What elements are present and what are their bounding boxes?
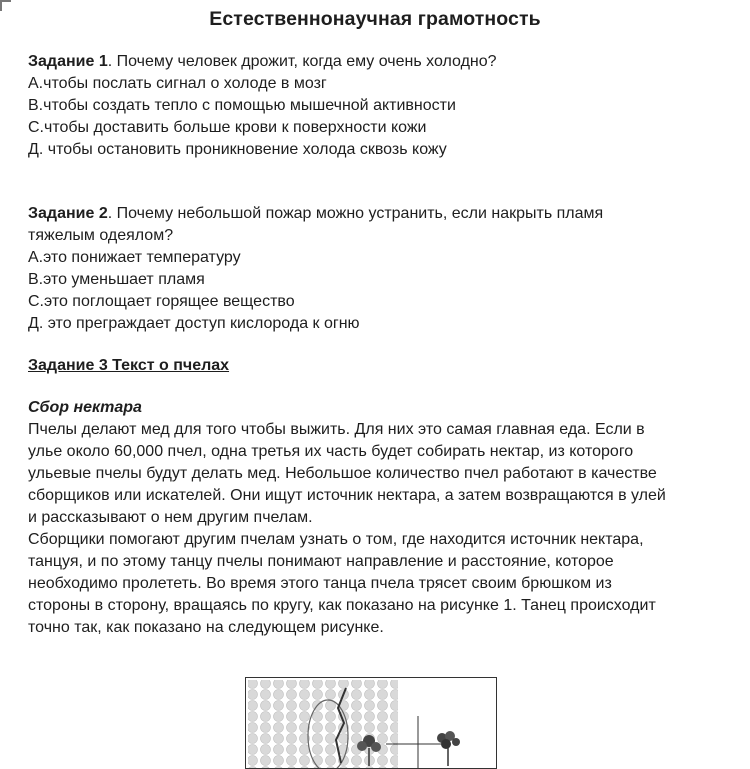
bee-dance-figure — [245, 677, 497, 769]
task2-option-a: А.это понижает температуру — [28, 249, 241, 266]
figure-drawing — [246, 678, 496, 768]
task3-text-line-3: ульевые пчелы будут делать мед. Небольшое количество пчел работают в качестве — [28, 465, 657, 482]
task3-text-line-8: необходимо пролететь. Во время этого танца пчела трясет своим брюшком из — [28, 575, 612, 592]
task3-text-line-7: танцуя, и по этому танцу пчелы понимают направление и расстояние, которое — [28, 553, 614, 570]
task2-question — [28, 203, 603, 225]
task3-subheading: Сбор нектара — [28, 399, 142, 416]
task3-text-line-9: стороны в сторону, вращаясь по кругу, как показано на рисунке 1. Танец происходит — [28, 597, 656, 614]
task1-option-a: А.чтобы послать сигнал о холоде в мозг — [28, 75, 327, 92]
task3-text-line-10: точно так, как показано на следующем рисунке. — [28, 619, 384, 636]
task1-option-c: С.чтобы доставить больше крови к поверхности кожи — [28, 119, 427, 136]
task3-heading: Задание 3 Текст о пчелах — [28, 357, 230, 374]
task3-text-line-5: и рассказывают о нем другим пчелам. — [28, 509, 313, 526]
task1-question-text: . Почему человек дрожит, когда ему очень холодно? — [107, 53, 497, 70]
page-title: Естественнонаучная грамотность — [209, 8, 541, 30]
task1-option-b: В.чтобы создать тепло с помощью мышечной активности — [28, 97, 456, 114]
task2-label: Задание 2 — [28, 205, 108, 222]
task2-option-c: С.это поглощает горящее вещество — [28, 293, 295, 310]
task1-question — [28, 51, 497, 73]
task2-question-text: . Почему небольшой пожар можно устранить, если накрыть пламя — [107, 205, 604, 222]
task2-option-d: Д. это преграждает доступ кислорода к огню — [28, 315, 360, 332]
flower-cluster-icon — [437, 731, 460, 766]
task3-text-line-2: улье около 60,000 пчел, одна третья их часть будет собирать нектар, из которого — [28, 443, 634, 460]
honeycomb-background — [248, 680, 398, 768]
task1-label: Задание 1 — [28, 53, 108, 70]
task1-option-d: Д. чтобы остановить проникновение холода сквозь кожу — [28, 141, 447, 158]
task3-text-line-6: Сборщики помогают другим пчелам узнать о том, где находится источник нектара, — [28, 531, 644, 548]
task2-option-b: В.это уменьшает пламя — [28, 271, 205, 288]
task3-text-line-1: Пчелы делают мед для того чтобы выжить. Для них это самая главная еда. Если в — [28, 421, 645, 438]
task2-question-line2: тяжелым одеялом? — [28, 227, 174, 244]
task3-text-line-4: сборщиков или искателей. Они ищут источник нектара, а затем возвращаются в улей — [28, 487, 666, 504]
